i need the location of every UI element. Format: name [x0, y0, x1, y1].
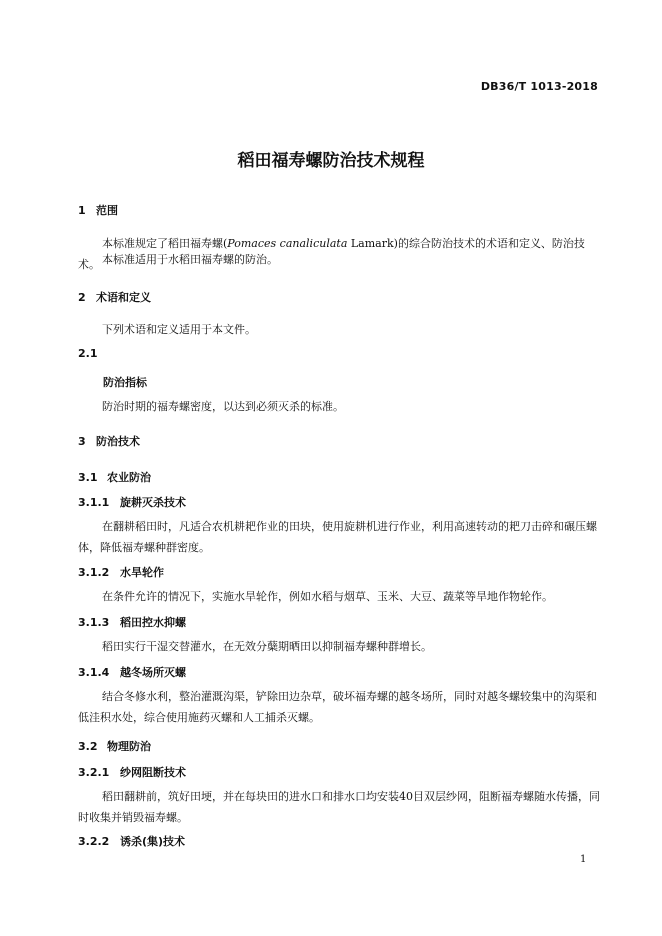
species-name: Pomaces canaliculata — [227, 237, 348, 250]
section-title: 诱杀(集)技术 — [120, 835, 186, 848]
terms-intro-paragraph: 下列术语和定义适用于本文件。 — [102, 323, 256, 336]
section-title: 物理防治 — [107, 740, 151, 753]
section-number: 3.1 — [78, 471, 98, 484]
section-title: 旋耕灭杀技术 — [120, 496, 186, 509]
section-number: 3.1.1 — [78, 496, 110, 509]
section-number: 2.1 — [78, 347, 98, 360]
crop-rotation-paragraph: 在条件允许的情况下，实施水旱轮作，例如水稻与烟草、玉米、大豆、蔬菜等旱地作物轮作。 — [102, 590, 553, 603]
water-control-paragraph: 稻田实行干湿交替灌水，在无效分蘖期晒田以抑制福寿螺种群增长。 — [102, 640, 432, 653]
section-number: 1 — [78, 204, 86, 217]
section-number: 2 — [78, 291, 86, 304]
term-definition: 防治时期的福寿螺密度，以达到必须灭杀的标准。 — [102, 400, 344, 413]
subsection-3-1-2-heading — [78, 564, 164, 580]
section-1-heading — [78, 202, 118, 218]
subsection-3-1-1-heading — [78, 494, 186, 510]
section-number: 3.2.2 — [78, 835, 110, 848]
section-number: 3.2 — [78, 740, 98, 753]
section-number: 3.1.4 — [78, 666, 110, 679]
subsection-2-1-heading — [78, 347, 98, 360]
section-number: 3.2.1 — [78, 766, 110, 779]
subsection-3-1-4-heading — [78, 664, 186, 680]
scope-paragraph-1: 本标准规定了稻田福寿螺(Pomaces canaliculata Lamark)的综合防治技术的术语和定义、防治技术。 — [78, 237, 585, 271]
rotary-tillage-paragraph: 在翻耕稻田时，凡适合农机耕耙作业的田块，使用旋耕机进行作业，利用高速转动的耙刀击碎和碾压螺体，降低福寿螺种群密度。 — [78, 520, 597, 554]
section-title: 水旱轮作 — [120, 566, 164, 579]
standard-code: DB36/T 1013-2018 — [480, 80, 598, 93]
section-title: 术语和定义 — [96, 291, 151, 304]
subsection-3-2-2-heading — [78, 833, 185, 849]
term-name: 防治指标 — [103, 376, 147, 389]
page-number: 1 — [580, 854, 587, 865]
section-title: 稻田控水抑螺 — [120, 616, 186, 629]
subsection-3-2-heading — [78, 738, 151, 754]
section-3-heading — [78, 433, 140, 449]
subsection-3-1-heading — [78, 469, 151, 485]
net-barrier-paragraph: 稻田翻耕前，筑好田埂，并在每块田的进水口和排水口均安装40目双层纱网，阻断福寿螺随水传播，同时收集并销毁福寿螺。 — [78, 790, 600, 824]
section-title: 范围 — [96, 204, 118, 217]
section-2-heading — [78, 289, 151, 305]
section-number: 3.1.2 — [78, 566, 110, 579]
section-title: 防治技术 — [96, 435, 140, 448]
section-title: 越冬场所灭螺 — [120, 666, 186, 679]
section-title: 农业防治 — [107, 471, 151, 484]
scope-paragraph-2: 本标准适用于水稻田福寿螺的防治。 — [102, 253, 278, 266]
subsection-3-1-3-heading — [78, 614, 186, 630]
section-title: 纱网阻断技术 — [120, 766, 186, 779]
section-number: 3.1.3 — [78, 616, 110, 629]
section-number: 3 — [78, 435, 86, 448]
overwinter-paragraph: 结合冬修水利，整治灌溉沟渠，铲除田边杂草，破坏福寿螺的越冬场所，同时对越冬螺较集中的沟渠和低洼积水处，综合使用施药灭螺和人工捕杀灭螺。 — [78, 690, 597, 724]
document-title: 稻田福寿螺防治技术规程 — [237, 151, 425, 171]
subsection-3-2-1-heading — [78, 764, 186, 780]
